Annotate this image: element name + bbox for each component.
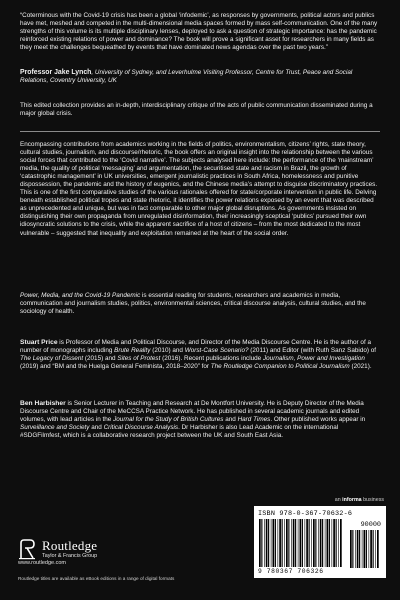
barcode-bar (268, 519, 269, 567)
barcode-bar (325, 519, 326, 567)
barcode-bar (311, 519, 312, 567)
barcode-bar (291, 519, 292, 567)
barcode-bar (333, 519, 335, 567)
barcode-bar (322, 519, 323, 567)
book-title: Power, Media, and the Covid-19 Pandemic (20, 292, 141, 299)
description-text: Encompassing contributions from academics working in the fields of politics, environmentalism, citizens’ rights, state theory, cultural studies, journalism, and discourse/rhetoric, the book offers an original insight into the relationship between the various social forces that contributed to the ‘Covid narrative’. The subjects analysed here include: the performance of the ‘mainstream’ media, the quality of political ‘messaging’ and argumentation, the securitised state and racism in Brazil, the growth of ‘catastrophic management’ in UK universities, emergent journalistic practices in South Africa, homelessness and punitive dispossession, the pandemic and the history of eugenics, and the Chinese media’s attempt to disguise discriminatory practices. This is one of the first comparative studies of the various rationales offered for state/corporate intervention in public life. Delving beneath established political tropes and state rhetoric, it identifies the power relations exposed by an event that was described as unprecedented and unique, but was in fact comparable to other major global disruptions. As governments insisted on distinguishing their own propaganda from unregulated disinformation, their increasingly sceptical ‘publics’ pursued their own idiosyncratic solutions to the crisis, while the apparent sacrifice of a host of citizens – from the most dedicated to the most vulnerable – suggested that inequality and exploitation remained at the heart of the social order. (20, 141, 378, 237)
endorsement-quote (20, 12, 380, 52)
barcode-bar (359, 530, 360, 568)
routledge-logo (18, 538, 188, 578)
endorser-name: Professor Jake Lynch (20, 69, 92, 76)
barcode-main-bars (258, 519, 344, 567)
barcode-bar (375, 530, 376, 568)
barcode-bar (305, 519, 306, 567)
barcode-bar (364, 530, 366, 568)
barcode-bar (309, 519, 310, 567)
barcode-bar (288, 519, 289, 567)
barcode-bar (306, 519, 308, 567)
description-paragraph (20, 141, 380, 238)
barcode-bar (282, 519, 283, 567)
barcode-bar (336, 519, 337, 567)
barcode-bar (377, 530, 379, 568)
publisher-name: Routledge (42, 538, 98, 553)
barcode-bar (338, 519, 339, 567)
barcode-bar (315, 519, 316, 567)
barcode-bar (362, 530, 363, 568)
intro-paragraph (20, 102, 380, 118)
barcode-bar (266, 519, 268, 567)
author-name-price: Stuart Price (20, 339, 58, 346)
barcode-bar (278, 519, 279, 567)
section-divider (20, 131, 380, 132)
barcode-bar (302, 519, 303, 567)
barcode-bar (259, 519, 261, 567)
barcode-bar (273, 519, 275, 567)
author-bio-price: Stuart Price is Professor of Media and Political Discourse, and Director of the Media Discourse Centre. He is the author of a number of monographs including Brute Reality (2010) and Worst-Case Scenario? (2011) and Editor (with Ruth Sanz Sabido) of The Legacy of Dissent (2015) and Sites of Protest (2016). Recent publications include Journalism, Power and Investigation (2019) and “BM and the Huelga General Feminista, 2018–2020” for The Routledge Companion to Political Journalism (2021). (20, 339, 377, 371)
barcode-bar (286, 519, 288, 567)
barcode-bar (318, 519, 319, 567)
price-code: 90000 (360, 521, 381, 529)
barcode-bar (271, 519, 272, 567)
publisher-url: www.routledge.com (18, 560, 66, 566)
barcode-bar (329, 519, 330, 567)
ebook-note: Routledge titles are available as eBook editions in a range of digital formats (18, 576, 175, 581)
routledge-logo-icon (18, 538, 38, 560)
barcode-bar (284, 519, 285, 567)
audience-text: is essential reading for students, researchers and academics in media, communication and journalism studies, politics, environmental sciences, critical discourse analysis, cultural studies, and the sociology of health. (20, 292, 366, 316)
intro-text: This edited collection provides an in-depth, interdisciplinary critique of the acts of public communication disseminated during a major global crisis. (20, 102, 373, 118)
barcode-bar (295, 519, 296, 567)
publisher-group: Taylor & Francis Group (42, 553, 98, 559)
barcode-bar (275, 519, 276, 567)
barcode-addon-bars (349, 530, 381, 568)
barcode-bar (261, 519, 262, 567)
barcode-bar (373, 530, 374, 568)
barcode-bar (298, 519, 299, 567)
author-bio-harbisher: Ben Harbisher is Senior Lecturer in Teaching and Research at De Montfort University. He is Deputy Director of the Media Discourse Centre and Chair of the MeCCSA Practice Network. He has published in several academic journals and edited volumes, with lead articles in the Journal for the Study of British Cultures and Hard Times. Other published works appear in Surveillance and Society and Critical Discourse Analysis. Dr Harbisher is also Lead Academic on the international #SDGFilmfest, which is a collaborative research project between the UK and South East Asia. (20, 400, 366, 440)
barcode-bar (357, 530, 359, 568)
barcode-digits: 9 780367 706326 (258, 568, 324, 575)
quote-text: “Coterminous with the Covid-19 crisis has been a global ‘infodemic’, as responses by governments, political actors and publics have met, meshed and competed in the multi-dimensional media spaces formed by mass self-communication. One of the many strengths of this volume is its multiple disciplinary lenses, deployed to ask a question of strategic importance: has the pandemic reinforced existing relations of power and dominance? The book will prove a significant asset for researchers in many fields as they meet the challenges bequeathed by events that have dominated news agendas over the past two years.” (20, 12, 378, 52)
barcode-bar (370, 530, 372, 568)
barcode-bar (264, 519, 265, 567)
barcode-bar (327, 519, 329, 567)
isbn-barcode (254, 506, 386, 578)
isbn-text: ISBN 978-0-367-70632-6 (258, 510, 353, 518)
barcode-bar (320, 519, 322, 567)
barcode-bar (369, 530, 370, 568)
barcode-bar (355, 530, 356, 568)
informa-business-tag: an informa business (334, 497, 384, 503)
barcode-bar (313, 519, 315, 567)
barcode-bar (340, 519, 342, 567)
barcode-bar (300, 519, 302, 567)
barcode-bar (332, 519, 333, 567)
endorsement-attribution (20, 69, 380, 85)
author-name-harbisher: Ben Harbisher (20, 400, 66, 407)
barcode-bar (293, 519, 295, 567)
endorser-affiliation: , University of Sydney, and Leverhulme Visiting Professor, Centre for Trust, Peace and Social Relations, Coventry University, UK (20, 69, 353, 85)
barcode-bar (350, 530, 352, 568)
audience-paragraph (20, 292, 380, 316)
barcode-bar (366, 530, 367, 568)
barcode-bar (279, 519, 281, 567)
barcode-bar (352, 530, 353, 568)
